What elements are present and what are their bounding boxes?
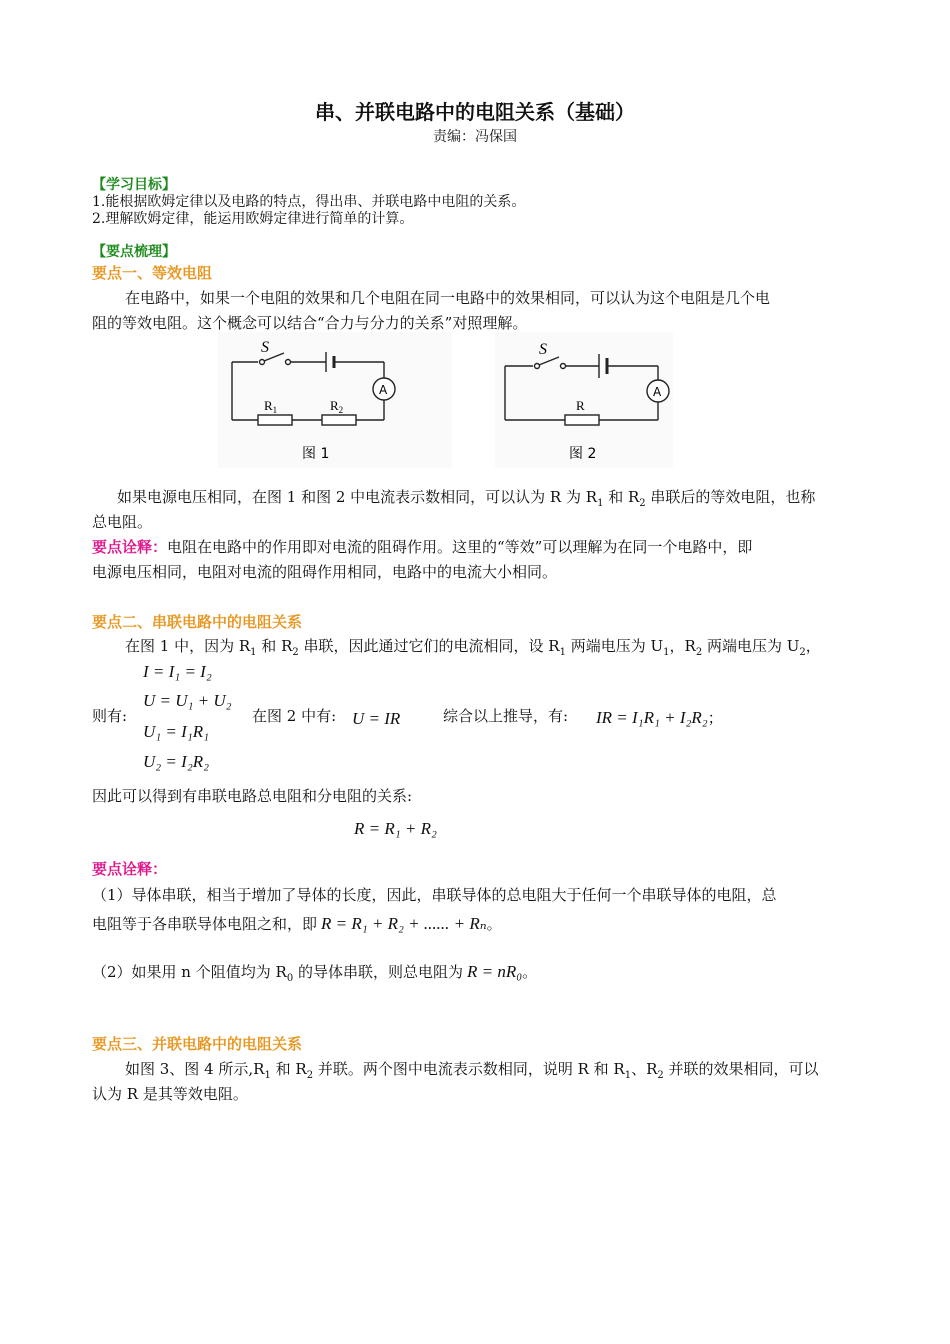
circuit-1-diagram <box>218 332 452 468</box>
point2-heading: 要点二、串联电路中的电阻关系 <box>92 613 303 631</box>
resistor-r <box>565 415 599 425</box>
circuit-2-diagram <box>495 332 673 468</box>
point2-line1: 在图 1 中，因为 $R_1$ 和 $R_2$ 串联，因此通过它们的电流相同，设 $R_1$ 两端电压为 $U_1$，$R_2$ 两端电压为 $U_2$， <box>125 637 821 658</box>
switch-icon <box>260 360 265 365</box>
goal-item-1: 1.能根据欧姆定律以及电路的特点，得出串、并联电路中电阻的关系。 <box>92 194 526 210</box>
r2-label: $R_2$ <box>330 398 344 415</box>
figure-2-label: 图 2 <box>569 446 597 462</box>
equation-voltage-sum: U = U₁ + U₂ <box>143 691 232 710</box>
switch-icon <box>535 364 540 369</box>
note-label: 要点诠释： <box>92 538 168 556</box>
equation-current: I = I₁ = I₂ <box>143 662 212 681</box>
circuit-figure-1 <box>218 332 452 468</box>
point3-line2: 认为 R 是其等效电阻。 <box>92 1085 248 1103</box>
result-equation: R = R₁ + R₂ <box>354 819 437 838</box>
editor-line: 责编：冯保国 <box>433 129 517 145</box>
point1-para-line1: 在电路中，如果一个电阻的效果和几个电阻在同一电路中的效果相同，可以认为这个电阻是几个电 <box>125 289 771 307</box>
point1-note-line1: 要点诠释：电阻在电路中的作用即对电流的阻碍作用。这里的“等效”可以理解为在同一个电路中，即 <box>92 538 753 556</box>
point1-para-line2: 阻的等效电阻。这个概念可以结合“合力与分力的关系”对照理解。 <box>92 314 528 332</box>
goal-item-2: 2.理解欧姆定律，能运用欧姆定律进行简单的计算。 <box>92 211 414 227</box>
ammeter-label: A <box>653 385 662 399</box>
point1-after-line2: 总电阻。 <box>92 513 153 531</box>
circuit-figure-2 <box>495 332 673 468</box>
combine-label: 综合以上推导，有: <box>443 707 569 725</box>
resistor-r1 <box>258 415 292 425</box>
point2-note1-line1: （1）导体串联，相当于增加了导体的长度，因此，串联导体的总电阻大于任何一个串联导体的电阻，总 <box>92 886 777 904</box>
fig2-equation: U = IR <box>352 709 401 728</box>
equation-u1: U₁ = I₁R₁ <box>143 722 210 741</box>
summary-heading: 【要点梳理】 <box>92 244 176 260</box>
resistor-r2 <box>322 415 356 425</box>
conclusion-text: 因此可以得到有串联电路总电阻和分电阻的关系: <box>92 787 413 805</box>
note1-equation: R = R₁ + R₂ + ...... + Rₙ <box>321 914 487 933</box>
point1-after-line1: 如果电源电压相同，在图 1 和图 2 中电流表示数相同，可以认为 R 为 $R_1$ 和 $R_2$ 串联后的等效电阻，也称 <box>117 488 816 509</box>
point3-heading: 要点三、并联电路中的电阻关系 <box>92 1035 303 1053</box>
point2-note2: （2）如果用 n 个阻值均为 $R_0$ 的导体串联，则总电阻为 R = nR₀。 <box>92 962 538 984</box>
figure-1-label: 图 1 <box>302 446 330 462</box>
point2-note1-line2: 电阻等于各串联导体电阻之和，即 R = R₁ + R₂ + ...... + Rₙ。 <box>92 914 502 933</box>
fig2-label: 在图 2 中有: <box>252 707 337 725</box>
point1-note-line2: 电源电压相同，电阻对电流的阻碍作用相同，电路中的电流大小相同。 <box>92 563 558 581</box>
ammeter-label: A <box>379 383 388 397</box>
goals-heading: 【学习目标】 <box>92 177 176 193</box>
note2-equation: R = nR₀ <box>466 962 523 981</box>
r1-label: $R_1$ <box>264 398 278 415</box>
point2-note-label: 要点诠释： <box>92 860 168 878</box>
point3-line1: 如图 3、图 4 所示$,R_1$ 和 $R_2$ 并联。两个图中电流表示数相同，说明 R 和 $R_1$、$R_2$ 并联的效果相同，可以 <box>125 1060 819 1081</box>
switch-label: S <box>539 341 547 358</box>
r-label: R <box>576 398 585 413</box>
combine-equation: IR = I₁R₁ + I₂R₂； <box>596 708 723 727</box>
page-title: 串、并联电路中的电阻关系（基础） <box>315 100 635 124</box>
point1-heading: 要点一、等效电阻 <box>92 264 213 282</box>
then-label: 则有: <box>92 707 128 725</box>
equation-u2: U₂ = I₂R₂ <box>143 752 210 771</box>
switch-label: S <box>261 339 269 356</box>
